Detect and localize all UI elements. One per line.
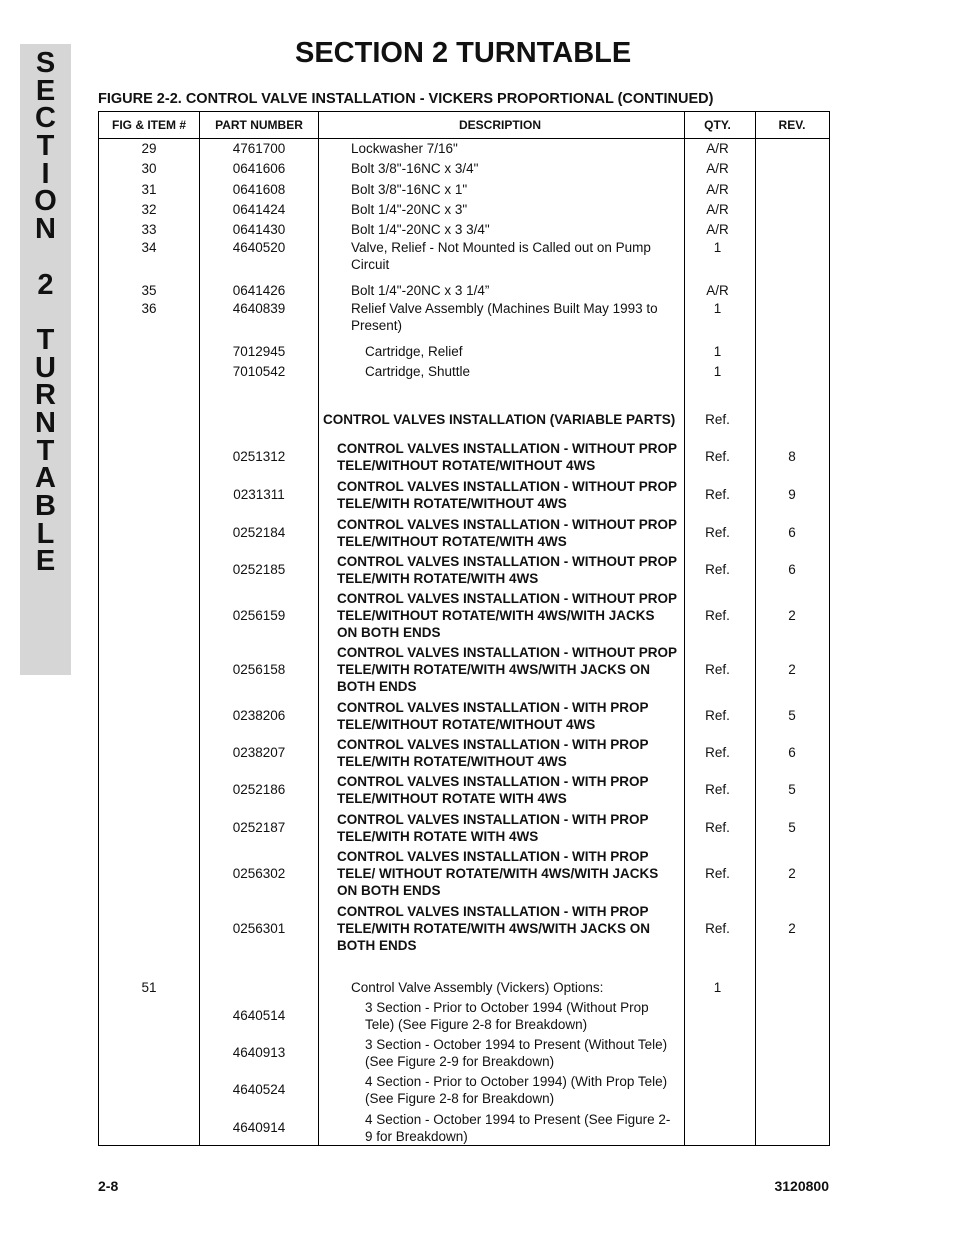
part-number-cell: 0231311 bbox=[233, 487, 285, 502]
part-number-cell: 0256302 bbox=[232, 865, 286, 881]
rev-cell bbox=[754, 239, 830, 280]
rev-cell: 6 bbox=[788, 525, 796, 540]
part-number-cell bbox=[200, 399, 318, 439]
part-number-cell: 0252186 bbox=[232, 782, 286, 797]
fig-item-cell bbox=[99, 809, 199, 846]
side-tab-letter: U bbox=[35, 351, 56, 384]
part-number-cell: 0238207 bbox=[232, 745, 286, 760]
description-cell: 4 Section - Prior to October 1994) (With Prop Tele) (See Figure 2-8 for Breakdown) bbox=[365, 1073, 668, 1106]
fig-item-cell bbox=[99, 551, 199, 588]
rev-cell bbox=[754, 280, 830, 300]
rev-cell bbox=[754, 977, 830, 997]
rev-cell bbox=[754, 1109, 830, 1146]
fig-item-cell: 29 bbox=[141, 140, 157, 156]
table-row bbox=[99, 514, 829, 551]
rev-cell bbox=[754, 1034, 830, 1071]
rev-cell bbox=[754, 138, 830, 158]
rev-cell: 2 bbox=[788, 607, 796, 623]
fig-item-cell bbox=[99, 1071, 199, 1108]
part-number-cell: 0641426 bbox=[232, 282, 286, 298]
table-row bbox=[99, 361, 829, 381]
rev-cell bbox=[754, 179, 830, 199]
part-number-cell: 0641430 bbox=[232, 221, 286, 237]
rev-cell bbox=[754, 300, 830, 341]
table-row bbox=[99, 588, 829, 642]
fig-item-cell bbox=[99, 588, 199, 642]
qty-cell: A/R bbox=[706, 201, 729, 217]
description-cell: CONTROL VALVES INSTALLATION - WITH PROP TELE/WITH ROTATE/WITH 4WS/WITH JACKS ON BOTH ENDS bbox=[337, 903, 650, 953]
part-number-cell: 4640524 bbox=[232, 1082, 286, 1097]
description-cell: Lockwasher 7/16" bbox=[351, 140, 458, 156]
part-number-cell: 4640839 bbox=[232, 301, 286, 316]
part-number-cell bbox=[200, 977, 318, 997]
fig-item-cell: 31 bbox=[141, 181, 157, 197]
description-cell: Bolt 3/8"-16NC x 1" bbox=[351, 181, 468, 197]
fig-item-cell: 51 bbox=[141, 979, 157, 995]
part-number-cell: 0641606 bbox=[232, 160, 286, 176]
side-tab-letter: O bbox=[34, 185, 57, 218]
description-cell: CONTROL VALVES INSTALLATION - WITHOUT PROP TELE/WITHOUT ROTATE/WITH 4WS/WITH JACKS ON BOTH ENDS bbox=[337, 590, 677, 640]
description-cell: CONTROL VALVES INSTALLATION - WITH PROP TELE/ WITHOUT ROTATE/WITH 4WS/WITH JACKS ON BOTH ENDS bbox=[337, 848, 659, 898]
qty-cell: Ref. bbox=[705, 820, 730, 835]
table-header bbox=[99, 112, 829, 139]
qty-cell: 1 bbox=[713, 979, 722, 995]
page-number: 2-8 bbox=[98, 1178, 119, 1194]
qty-cell bbox=[682, 997, 753, 1034]
fig-item-cell bbox=[99, 439, 199, 474]
table-row bbox=[99, 809, 829, 846]
qty-cell: 1 bbox=[713, 301, 722, 316]
table-row bbox=[99, 1109, 829, 1146]
figure-title: FIGURE 2-2. CONTROL VALVE INSTALLATION - VICKERS PROPORTIONAL (CONTINUED) bbox=[98, 91, 714, 107]
rev-cell: 2 bbox=[788, 661, 796, 677]
table-row bbox=[99, 280, 829, 300]
description-cell: CONTROL VALVES INSTALLATION - WITH PROP TELE/WITH ROTATE/WITHOUT 4WS bbox=[337, 736, 649, 769]
description-cell: CONTROL VALVES INSTALLATION - WITH PROP TELE/WITH ROTATE WITH 4WS bbox=[337, 811, 649, 844]
part-number-cell: 0641424 bbox=[232, 201, 286, 217]
part-number-cell: 0256301 bbox=[232, 920, 286, 936]
qty-cell: Ref. bbox=[705, 607, 730, 623]
fig-item-cell bbox=[99, 697, 199, 734]
side-tab-letter: B bbox=[35, 490, 56, 522]
rev-cell: 9 bbox=[788, 487, 796, 502]
rev-cell bbox=[754, 399, 830, 439]
part-number-cell: 0238206 bbox=[232, 708, 286, 723]
header-description: DESCRIPTION bbox=[458, 118, 541, 132]
description-cell: Valve, Relief - Not Mounted is Called out on Pump Circuit bbox=[351, 240, 651, 272]
qty-cell: A/R bbox=[706, 181, 729, 197]
table-row bbox=[99, 771, 829, 808]
fig-item-cell: 34 bbox=[141, 240, 157, 255]
fig-item-cell bbox=[99, 514, 199, 551]
part-number-cell: 0641608 bbox=[232, 181, 286, 197]
qty-cell: Ref. bbox=[705, 525, 730, 540]
table-row bbox=[99, 901, 829, 955]
table-row bbox=[99, 697, 829, 734]
description-cell: CONTROL VALVES INSTALLATION - WITH PROP TELE/WITHOUT ROTATE WITH 4WS bbox=[337, 773, 649, 806]
side-tab-letter: I bbox=[41, 157, 50, 190]
table-row bbox=[99, 179, 829, 199]
table-row bbox=[99, 1034, 829, 1071]
rev-cell: 5 bbox=[788, 708, 796, 723]
table-row bbox=[99, 199, 829, 219]
description-cell: CONTROL VALVES INSTALLATION - WITHOUT PROP TELE/WITHOUT ROTATE/WITH 4WS bbox=[337, 516, 677, 549]
qty-cell: A/R bbox=[706, 160, 729, 176]
side-tab-letter: A bbox=[35, 462, 56, 495]
rev-cell: 8 bbox=[788, 449, 796, 464]
side-tab-letter: S bbox=[35, 47, 56, 79]
description-cell: Bolt 1/4"-20NC x 3 1/4” bbox=[351, 282, 490, 298]
fig-item-cell bbox=[99, 642, 199, 696]
table-row bbox=[99, 476, 829, 513]
part-number-cell: 0252187 bbox=[232, 820, 286, 835]
qty-cell: Ref. bbox=[705, 411, 730, 427]
qty-cell bbox=[682, 1034, 753, 1071]
qty-cell: Ref. bbox=[705, 920, 730, 936]
table-row bbox=[99, 551, 829, 588]
rev-cell: 2 bbox=[788, 865, 796, 881]
part-number-cell: 4640520 bbox=[232, 240, 286, 255]
rev-cell: 5 bbox=[788, 820, 796, 835]
section-side-tab-letters bbox=[20, 47, 71, 578]
description-cell: 3 Section - Prior to October 1994 (Without Prop Tele) (See Figure 2-8 for Breakdown) bbox=[365, 999, 649, 1032]
description-cell: Bolt 3/8"-16NC x 3/4" bbox=[351, 160, 479, 176]
description-cell: Control Valve Assembly (Vickers) Options: bbox=[351, 979, 604, 995]
table-row bbox=[99, 138, 829, 158]
fig-item-cell bbox=[99, 846, 199, 900]
part-number-cell: 4640514 bbox=[232, 1008, 286, 1023]
side-tab-letter: T bbox=[36, 434, 55, 467]
side-tab-letter: T bbox=[36, 130, 55, 163]
fig-item-cell bbox=[99, 997, 199, 1034]
side-tab-letter: N bbox=[35, 406, 56, 439]
description-cell: 4 Section - October 1994 to Present (See Figure 2-9 for Breakdown) bbox=[365, 1111, 671, 1144]
rev-cell: 2 bbox=[788, 920, 796, 936]
part-number-cell: 4761700 bbox=[232, 140, 286, 156]
rev-cell bbox=[754, 997, 830, 1034]
fig-item-cell bbox=[99, 341, 199, 361]
side-tab-letter: E bbox=[35, 545, 56, 578]
qty-cell: Ref. bbox=[705, 782, 730, 797]
fig-item-cell bbox=[99, 361, 199, 381]
rev-cell bbox=[754, 1071, 830, 1108]
description-cell: CONTROL VALVES INSTALLATION - WITHOUT PROP TELE/WITHOUT ROTATE/WITHOUT 4WS bbox=[337, 440, 677, 473]
header-rev: REV. bbox=[778, 118, 806, 132]
fig-item-cell: 35 bbox=[141, 282, 157, 298]
fig-item-cell bbox=[99, 1034, 199, 1071]
part-number-cell: 0252184 bbox=[232, 525, 286, 540]
table-row bbox=[99, 219, 829, 239]
qty-cell: A/R bbox=[706, 140, 729, 156]
qty-cell: Ref. bbox=[705, 661, 730, 677]
side-tab-letter: C bbox=[35, 102, 56, 135]
part-number-cell: 0256159 bbox=[232, 607, 286, 623]
qty-cell: 1 bbox=[713, 240, 722, 255]
page-title: SECTION 2 TURNTABLE bbox=[295, 37, 632, 69]
table-row bbox=[99, 300, 829, 341]
fig-item-cell bbox=[99, 734, 199, 771]
table-row bbox=[99, 399, 829, 439]
qty-cell bbox=[682, 1071, 753, 1108]
description-cell: Cartridge, Relief bbox=[365, 343, 463, 359]
fig-item-cell: 33 bbox=[141, 221, 157, 237]
fig-item-cell bbox=[99, 771, 199, 808]
table-row bbox=[99, 1071, 829, 1108]
side-tab-letter: L bbox=[36, 517, 55, 550]
table-row bbox=[99, 734, 829, 771]
rev-cell bbox=[754, 361, 830, 381]
description-cell: CONTROL VALVES INSTALLATION - WITHOUT PROP TELE/WITH ROTATE/WITH 4WS/WITH JACKS ON BOTH ENDS bbox=[337, 644, 677, 694]
fig-item-cell: 32 bbox=[141, 201, 157, 217]
rev-cell bbox=[754, 219, 830, 239]
qty-cell: Ref. bbox=[705, 562, 730, 577]
header-qty: QTY. bbox=[704, 118, 731, 132]
qty-cell: Ref. bbox=[705, 708, 730, 723]
side-tab-letter: R bbox=[35, 379, 56, 412]
description-cell: CONTROL VALVES INSTALLATION - WITHOUT PROP TELE/WITH ROTATE/WITH 4WS bbox=[337, 553, 677, 586]
header-fig-item: FIG & ITEM # bbox=[111, 118, 186, 132]
table-row bbox=[99, 439, 829, 474]
qty-cell: 1 bbox=[713, 343, 722, 359]
description-cell: Cartridge, Shuttle bbox=[365, 363, 471, 379]
part-number-cell: 0251312 bbox=[232, 449, 286, 464]
fig-item-cell: 36 bbox=[141, 301, 157, 316]
qty-cell: Ref. bbox=[705, 449, 730, 464]
description-cell: CONTROL VALVES INSTALLATION - WITHOUT PROP TELE/WITH ROTATE/WITHOUT 4WS bbox=[337, 478, 677, 511]
fig-item-cell bbox=[99, 399, 199, 439]
description-cell: CONTROL VALVES INSTALLATION (VARIABLE PARTS) bbox=[323, 411, 676, 427]
part-number-cell: 0252185 bbox=[232, 562, 286, 577]
rev-cell bbox=[754, 341, 830, 361]
description-cell: CONTROL VALVES INSTALLATION - WITH PROP TELE/WITHOUT ROTATE/WITHOUT 4WS bbox=[337, 699, 649, 732]
side-tab-letter: N bbox=[35, 213, 56, 246]
fig-item-cell: 30 bbox=[141, 160, 157, 176]
part-number-cell: 4640914 bbox=[232, 1120, 286, 1135]
rev-cell: 6 bbox=[788, 745, 796, 760]
qty-cell: Ref. bbox=[705, 745, 730, 760]
qty-cell: A/R bbox=[706, 221, 729, 237]
rev-cell bbox=[754, 199, 830, 219]
rev-cell: 6 bbox=[788, 562, 796, 577]
part-number-cell: 4640913 bbox=[232, 1045, 286, 1060]
document-number: 3120800 bbox=[774, 1178, 829, 1194]
fig-item-cell bbox=[99, 1109, 199, 1146]
description-cell: Relief Valve Assembly (Machines Built May 1993 to Present) bbox=[351, 301, 658, 333]
table-row bbox=[99, 239, 829, 280]
table-row bbox=[99, 997, 829, 1034]
description-cell: Bolt 1/4"-20NC x 3 3/4" bbox=[351, 221, 490, 237]
qty-cell bbox=[682, 1109, 753, 1146]
parts-table bbox=[98, 111, 830, 1146]
fig-item-cell bbox=[99, 901, 199, 955]
description-cell: Bolt 1/4"-20NC x 3" bbox=[351, 201, 468, 217]
table-row bbox=[99, 158, 829, 178]
table-row bbox=[99, 642, 829, 696]
table-row bbox=[99, 977, 829, 997]
part-number-cell: 7012945 bbox=[232, 343, 286, 359]
rev-cell bbox=[754, 158, 830, 178]
part-number-cell: 0256158 bbox=[232, 661, 286, 677]
fig-item-cell bbox=[99, 476, 199, 513]
part-number-cell: 7010542 bbox=[232, 363, 286, 379]
qty-cell: 1 bbox=[713, 363, 722, 379]
qty-cell: Ref. bbox=[705, 487, 730, 502]
side-tab-letter: E bbox=[35, 74, 56, 107]
header-part-number: PART NUMBER bbox=[215, 118, 303, 132]
qty-cell: A/R bbox=[706, 282, 729, 298]
side-tab-letter: 2 bbox=[37, 268, 54, 301]
description-cell: 3 Section - October 1994 to Present (Without Tele) (See Figure 2-9 for Breakdown) bbox=[365, 1036, 668, 1069]
side-tab-letter: T bbox=[36, 323, 55, 356]
table-row bbox=[99, 846, 829, 900]
rev-cell: 5 bbox=[788, 782, 796, 797]
table-row bbox=[99, 341, 829, 361]
qty-cell: Ref. bbox=[705, 865, 730, 881]
